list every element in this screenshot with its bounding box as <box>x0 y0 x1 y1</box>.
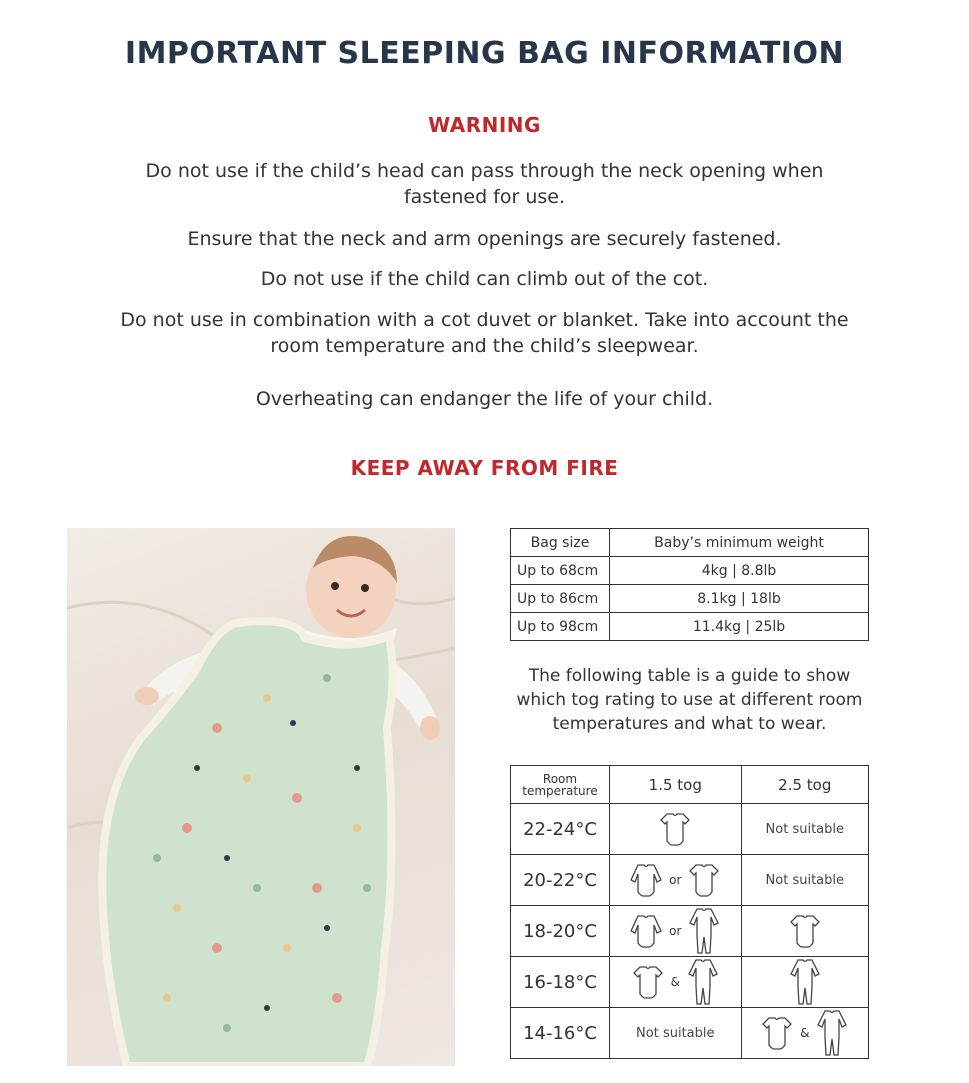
icon-separator: & <box>670 975 680 989</box>
clothing-icons <box>610 907 741 955</box>
table-header-row <box>511 529 869 557</box>
tog-1-5-cell <box>610 957 742 1008</box>
tog-2-5-cell <box>741 957 868 1008</box>
sleepsuit-icon <box>788 958 822 1006</box>
short-sleeve-bodysuit-icon <box>788 913 822 949</box>
page-title: IMPORTANT SLEEPING BAG INFORMATION <box>124 36 845 71</box>
short-sleeve-bodysuit-icon <box>631 964 665 1000</box>
weight-cell: 4kg | 8.8lb <box>610 557 869 585</box>
not-suitable-label: Not suitable <box>765 821 844 837</box>
temperature-cell: 18-20°C <box>511 906 610 957</box>
long-sleeve-bodysuit-icon <box>629 862 663 898</box>
size-cell: Up to 98cm <box>511 613 610 641</box>
bag-size-table <box>510 528 869 641</box>
tog-table-row <box>511 957 869 1008</box>
clothing-icons <box>742 958 868 1006</box>
tog-guide-text: The following table is a guide to show which tog rating to use at different room temperatures and what to wear. <box>516 666 863 734</box>
tog-2-5-cell <box>741 906 868 957</box>
tog-table-row <box>511 906 869 957</box>
sleepsuit-icon <box>686 958 720 1006</box>
tog-1-5-cell <box>610 1008 742 1059</box>
short-sleeve-bodysuit-icon <box>760 1015 794 1051</box>
weight-cell: 11.4kg | 25lb <box>610 613 869 641</box>
temperature-cell: 14-16°C <box>511 1008 610 1059</box>
icon-separator: or <box>669 924 682 938</box>
header-1-5-tog: 1.5 tog <box>610 766 742 804</box>
baby-illustration <box>67 528 455 1066</box>
weight-cell: 8.1kg | 18lb <box>610 585 869 613</box>
table-row <box>511 585 869 613</box>
warning-heading: WARNING <box>428 113 541 137</box>
not-suitable-label: Not suitable <box>765 872 844 888</box>
header-min-weight: Baby’s minimum weight <box>610 529 869 557</box>
long-sleeve-bodysuit-icon <box>629 913 663 949</box>
temperature-cell: 16-18°C <box>511 957 610 1008</box>
tog-1-5-cell <box>610 906 742 957</box>
size-cell: Up to 68cm <box>511 557 610 585</box>
header-room-temperature: Room temperature <box>511 766 610 804</box>
short-sleeve-bodysuit-icon <box>658 811 692 847</box>
tog-table-body <box>511 804 869 1059</box>
tog-rating-table <box>510 765 869 1059</box>
size-cell: Up to 86cm <box>511 585 610 613</box>
clothing-icons <box>610 958 741 1006</box>
baby-in-sleeping-bag-photo <box>67 528 455 1066</box>
clothing-icons <box>742 913 868 949</box>
short-sleeve-bodysuit-icon <box>687 862 721 898</box>
table-header-row <box>511 766 869 804</box>
tog-1-5-cell <box>610 804 742 855</box>
clothing-icons <box>610 862 741 898</box>
table-row <box>511 557 869 585</box>
tog-2-5-cell <box>741 1008 868 1059</box>
icon-separator: or <box>669 873 682 887</box>
tog-table-row <box>511 1008 869 1059</box>
tog-table-row <box>511 804 869 855</box>
tog-1-5-cell <box>610 855 742 906</box>
icon-separator: & <box>800 1026 810 1040</box>
header-bag-size: Bag size <box>511 529 610 557</box>
table-row <box>511 613 869 641</box>
clothing-icons <box>742 1009 868 1057</box>
warning-line-fastened: Ensure that the neck and arm openings are securely fastened. <box>187 228 782 250</box>
sleepsuit-icon <box>815 1009 849 1057</box>
warning-line-neck: Do not use if the child’s head can pass through the neck opening when fastened for use. <box>145 160 824 208</box>
warning-line-duvet: Do not use in combination with a cot duvet or blanket. Take into account the room temperature and the child’s sleepwear. <box>120 309 849 357</box>
warning-line-climb: Do not use if the child can climb out of the cot. <box>260 268 709 290</box>
clothing-icons <box>610 811 741 847</box>
tog-2-5-cell <box>741 804 868 855</box>
warning-line-overheating: Overheating can endanger the life of your child. <box>255 388 714 410</box>
not-suitable-label: Not suitable <box>636 1025 715 1041</box>
tog-table-row <box>511 855 869 906</box>
sleepsuit-icon <box>687 907 721 955</box>
header-2-5-tog: 2.5 tog <box>741 766 868 804</box>
temperature-cell: 20-22°C <box>511 855 610 906</box>
fire-warning-heading: KEEP AWAY FROM FIRE <box>350 456 619 480</box>
temperature-cell: 22-24°C <box>511 804 610 855</box>
tog-2-5-cell <box>741 855 868 906</box>
